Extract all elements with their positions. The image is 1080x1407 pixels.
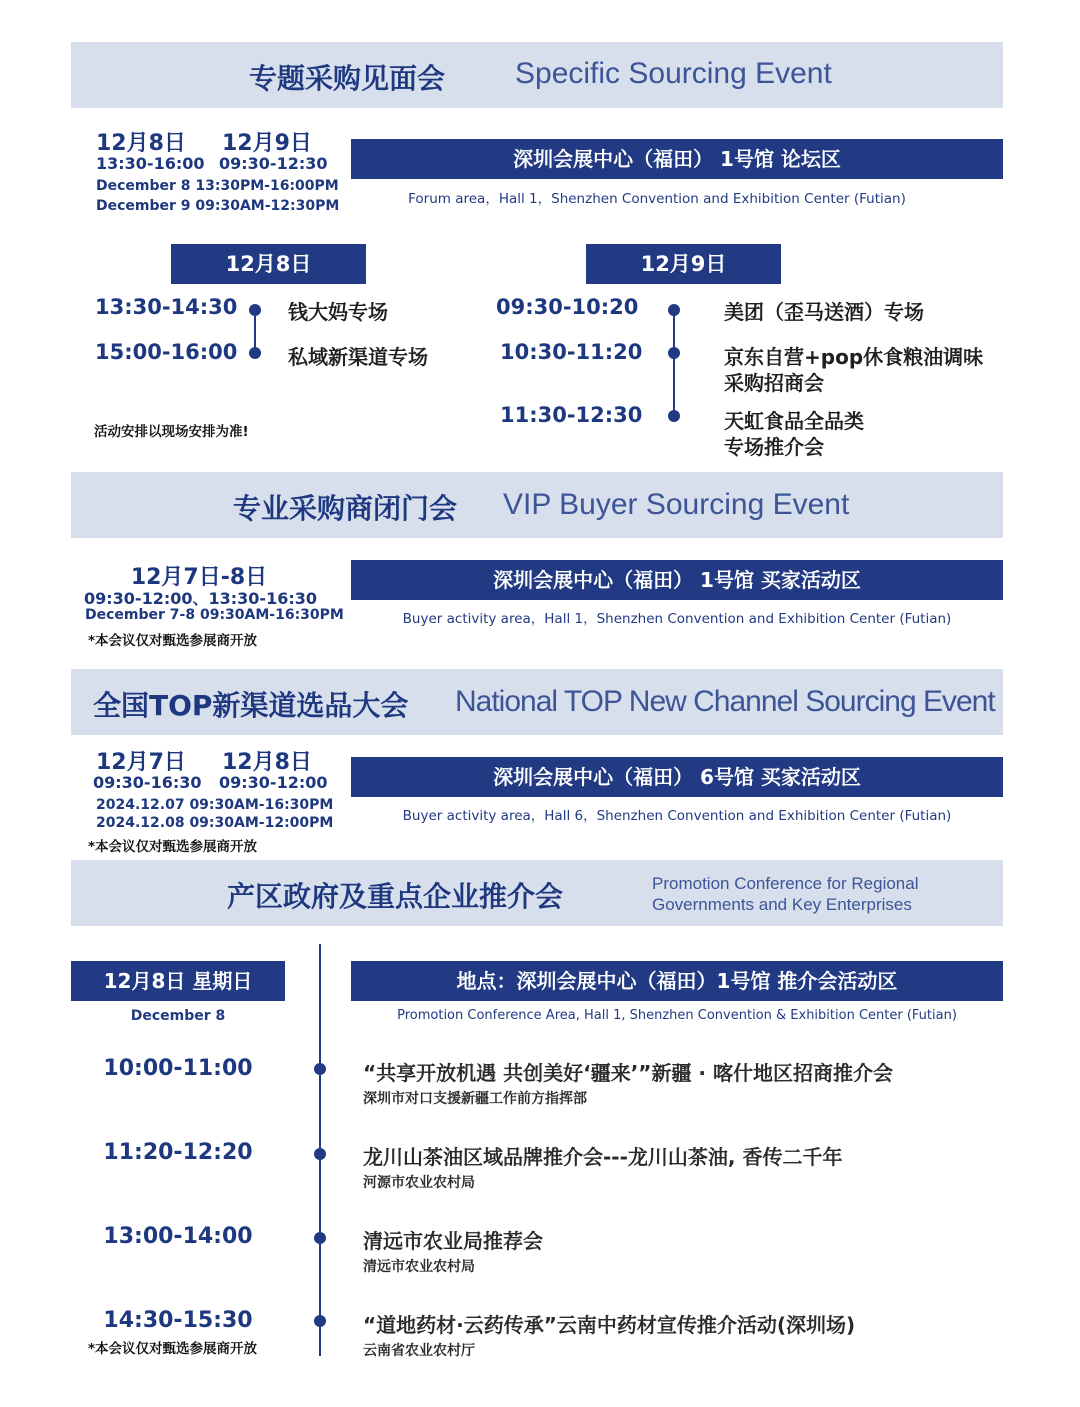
s4-venue-en: Promotion Conference Area, Hall 1, Shenzhen Convention & Exhibition Center (Futian) bbox=[397, 1008, 957, 1023]
section4-title-cn: 产区政府及重点企业推介会 bbox=[227, 880, 564, 913]
timeline-dot bbox=[249, 304, 261, 316]
s3-time2: 09:30-12:00 bbox=[219, 773, 328, 792]
s1-d1-item1-time: 13:30-14:30 bbox=[95, 295, 238, 319]
s4-item3-title: 清远市农业局推荐会 bbox=[363, 1229, 543, 1253]
s4-item4-org: 云南省农业农村厅 bbox=[363, 1343, 475, 1359]
s1-d1-item1-title: 钱大妈专场 bbox=[288, 300, 388, 324]
s4-item2-title: 龙川山茶油区域品牌推介会---龙川山茶油, 香传二千年 bbox=[363, 1145, 843, 1169]
timeline-dot bbox=[314, 1232, 326, 1244]
s1-note: 活动安排以现场安排为准! bbox=[94, 424, 249, 440]
s4-item3-time: 13:00-14:00 bbox=[103, 1224, 253, 1249]
s3-venue-en: Buyer activity area，Hall 6，Shenzhen Convention and Exhibition Center (Futian) bbox=[402, 808, 952, 824]
s1-en-line2: December 9 09:30AM-12:30PM bbox=[96, 198, 340, 214]
s4-item1-time: 10:00-11:00 bbox=[103, 1056, 253, 1081]
s4-item1-org: 深圳市对口支援新疆工作前方指挥部 bbox=[363, 1091, 587, 1107]
s1-d2-item1-time: 09:30-10:20 bbox=[496, 295, 639, 319]
s4-item2-time: 11:20-12:20 bbox=[103, 1140, 253, 1165]
s1-time1: 13:30-16:00 bbox=[96, 154, 205, 173]
s4-date-en: December 8 bbox=[130, 1008, 226, 1024]
s1-d1-item2-time: 15:00-16:00 bbox=[95, 340, 238, 364]
timeline-dot bbox=[668, 410, 680, 422]
s3-en-line1: 2024.12.07 09:30AM-16:30PM bbox=[96, 797, 334, 813]
s1-en-line1: December 8 13:30PM-16:00PM bbox=[96, 178, 339, 194]
section1-title-en: Specific Sourcing Event bbox=[515, 57, 832, 90]
s2-en-line: December 7-8 09:30AM-16:30PM bbox=[85, 607, 344, 623]
s1-time2: 09:30-12:30 bbox=[219, 154, 328, 173]
s1-d2-item2-time: 10:30-11:20 bbox=[500, 340, 643, 364]
s1-d2-item3-time: 11:30-12:30 bbox=[500, 403, 643, 427]
timeline-dot bbox=[668, 347, 680, 359]
s2-venue-bar: 深圳会展中心（福田） 1号馆 买家活动区 bbox=[351, 560, 1003, 600]
s4-item1-title: “共享开放机遇 共创美好‘疆来’”新疆 · 喀什地区招商推介会 bbox=[363, 1061, 893, 1085]
section4-title-en-l2: Governments and Key Enterprises bbox=[652, 895, 912, 914]
section1-title-cn: 专题采购见面会 bbox=[249, 62, 446, 95]
section2-title-en: VIP Buyer Sourcing Event bbox=[503, 488, 850, 521]
s1-date2: 12月9日 bbox=[222, 131, 312, 156]
timeline-dot bbox=[314, 1148, 326, 1160]
section3-header bbox=[71, 669, 1003, 735]
section1-header bbox=[71, 42, 1003, 108]
s3-time1: 09:30-16:30 bbox=[93, 773, 202, 792]
s1-venue-bar: 深圳会展中心（福田） 1号馆 论坛区 bbox=[351, 139, 1003, 179]
s3-date1: 12月7日 bbox=[96, 750, 186, 775]
section4-header bbox=[71, 860, 1003, 926]
s3-date2: 12月8日 bbox=[222, 750, 312, 775]
s4-date-bar: 12月8日 星期日 bbox=[71, 961, 285, 1001]
s1-day1-label: 12月8日 bbox=[171, 244, 366, 284]
s1-day2-timeline bbox=[673, 310, 675, 416]
s1-d2-item2-title-l2: 采购招商会 bbox=[724, 371, 824, 395]
s1-day2-label: 12月9日 bbox=[586, 244, 781, 284]
section2-header bbox=[71, 472, 1003, 538]
s3-note: *本会议仅对甄选参展商开放 bbox=[88, 839, 258, 855]
s1-date1: 12月8日 bbox=[96, 131, 186, 156]
s4-item4-time: 14:30-15:30 bbox=[103, 1308, 253, 1333]
s4-item2-org: 河源市农业农村局 bbox=[363, 1175, 475, 1191]
timeline-dot bbox=[249, 347, 261, 359]
s1-day1-timeline bbox=[254, 310, 256, 352]
s3-en-line2: 2024.12.08 09:30AM-12:00PM bbox=[96, 815, 334, 831]
s4-item3-org: 清远市农业农村局 bbox=[363, 1259, 475, 1275]
timeline-dot bbox=[314, 1063, 326, 1075]
section4-title-en-l1: Promotion Conference for Regional bbox=[652, 874, 919, 893]
s2-time: 09:30-12:00、13:30-16:30 bbox=[84, 589, 318, 608]
s1-d2-item3-title-l2: 专场推介会 bbox=[724, 435, 824, 459]
s2-note: *本会议仅对甄选参展商开放 bbox=[88, 633, 258, 649]
section3-title-cn: 全国TOP新渠道选品大会 bbox=[93, 689, 409, 722]
section2-title-cn: 专业采购商闭门会 bbox=[233, 492, 458, 525]
s1-d2-item1-title: 美团（歪马送酒）专场 bbox=[724, 300, 924, 324]
s4-note: *本会议仅对甄选参展商开放 bbox=[88, 1341, 258, 1357]
s4-venue-bar: 地点：深圳会展中心（福田）1号馆 推介会活动区 bbox=[351, 961, 1003, 1001]
s1-d2-item2-title-l1: 京东自营+pop休食粮油调味 bbox=[724, 345, 984, 369]
s1-venue-en: Forum area，Hall 1，Shenzhen Convention and Exhibition Center (Futian) bbox=[408, 191, 906, 207]
s2-date: 12月7日-8日 bbox=[130, 565, 268, 590]
timeline-dot bbox=[314, 1315, 326, 1327]
s1-d2-item3-title-l1: 天虹食品全品类 bbox=[724, 409, 864, 433]
s1-d1-item2-title: 私域新渠道专场 bbox=[288, 345, 428, 369]
s2-venue-en: Buyer activity area，Hall 1，Shenzhen Convention and Exhibition Center (Futian) bbox=[402, 611, 952, 627]
s3-venue-bar: 深圳会展中心（福田） 6号馆 买家活动区 bbox=[351, 757, 1003, 797]
s4-item4-title: “道地药材·云药传承”云南中药材宣传推介活动(深圳场) bbox=[363, 1313, 856, 1337]
section3-title-en: National TOP New Channel Sourcing Event bbox=[455, 685, 995, 718]
timeline-dot bbox=[668, 304, 680, 316]
